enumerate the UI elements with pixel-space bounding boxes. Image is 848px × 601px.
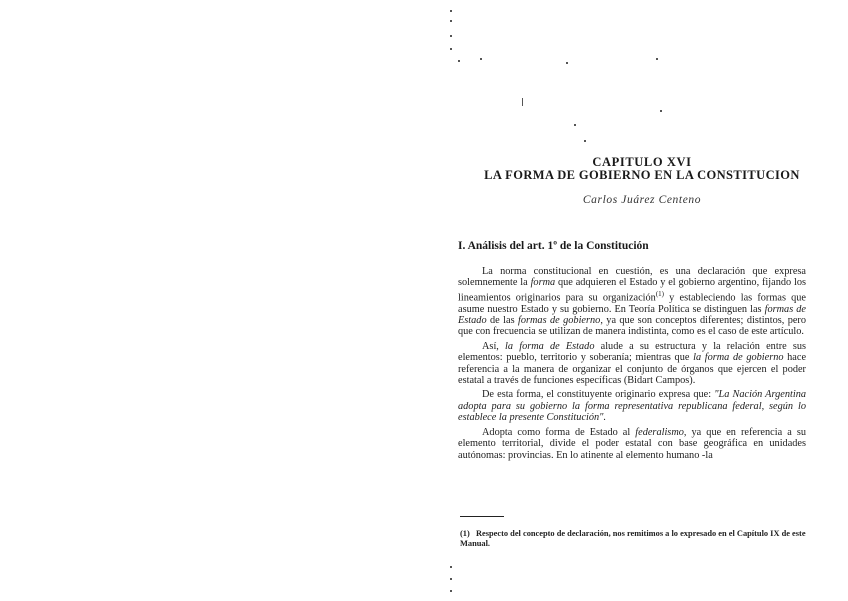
body-text	[458, 266, 806, 464]
paragraph: De esta forma, el constituyente originario expresa que: "La Nación Argentina adopta para su gobierno la forma representativa republicana federal, según lo establece la presente Constitución".	[458, 389, 806, 424]
footnote	[460, 529, 810, 549]
chapter-title: LA FORMA DE GOBIERNO EN LA CONSTITUCION	[484, 168, 800, 182]
section-heading: I. Análisis del art. 1º de la Constitución	[458, 240, 649, 252]
footnote-reference[interactable]: (1)	[655, 289, 664, 298]
chapter-number-title: CAPITULO XVI	[592, 155, 692, 169]
footnote-divider	[460, 516, 504, 517]
paragraph: Adopta como forma de Estado al federalismo, ya que en referencia a su elemento territorial, divide el poder estatal con base geográfica en unidades autónomas: provincias. En lo atinente al elemento humano -la	[458, 426, 806, 461]
paragraph: La norma constitucional en cuestión, es una declaración que expresa solemnemente la forma que adquieren el Estado y el gobierno argentino, fijando los lineamientos originarios para su organización$^{(1)}$ y estableciendo las formas que asume nuestro Estado y su gobierno. En Teoría Política se distinguen las formas de Estado de las formas de gobierno, ya que son conceptos diferentes; distintos, pero que con frecuencia se utilizan de manera indistinta, como es el caso de este artículo.	[458, 266, 807, 338]
footnote-text: Respecto del concepto de declaración, nos remitimos a lo expresado en el Capítulo IX de este Manual.	[460, 529, 806, 548]
chapter-author: Carlos Juárez Centeno	[582, 194, 702, 206]
document-page	[446, 0, 848, 601]
footnote-mark: (1)	[460, 529, 470, 538]
paragraph: Así, la forma de Estado alude a su estructura y la relación entre sus elementos: pueblo, territorio y soberanía; mientras que la forma de gobierno hace referencia a la manera de organizar el conjunto de órganos que ejercen el poder estatal a través de funciones específicas (Bidart Campos).	[458, 340, 807, 387]
